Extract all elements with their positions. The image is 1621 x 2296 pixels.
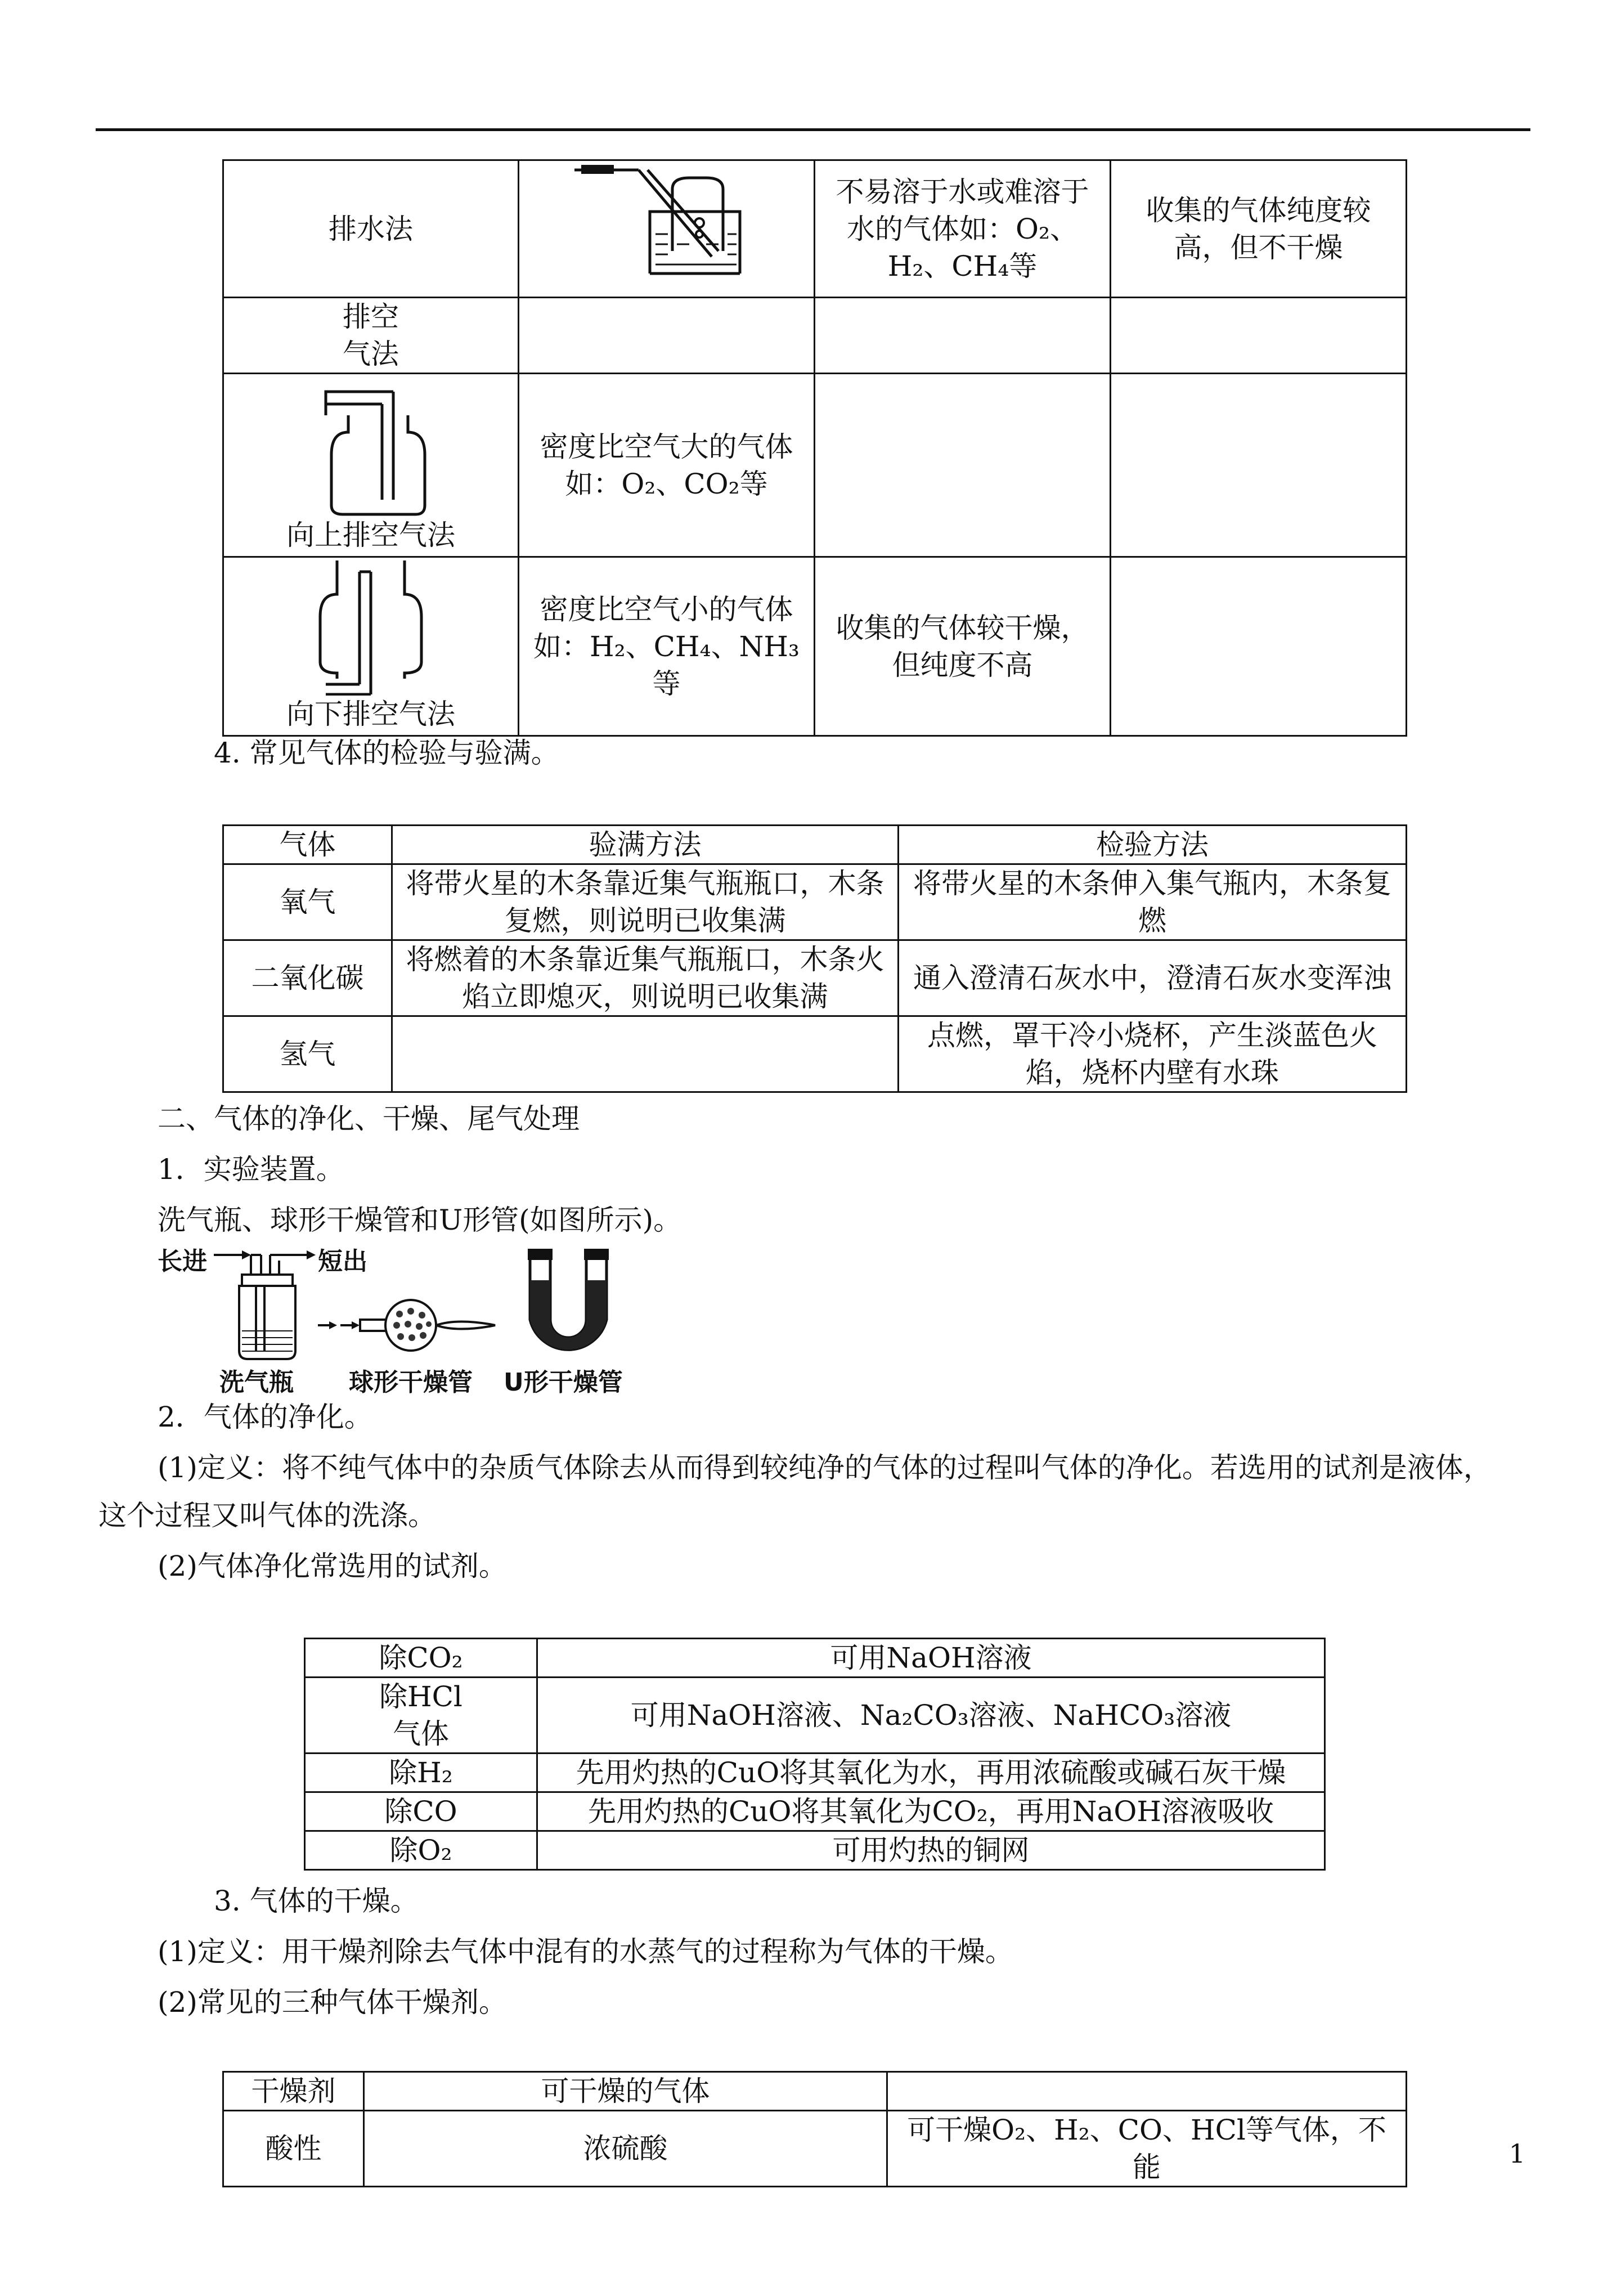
- suitable-text: 密度比空气小的气体如：H₂、CH₄、NH₃等: [533, 593, 800, 700]
- s2-item-1: 1．实验装置。: [158, 1153, 344, 1186]
- feature-text: 收集的气体较干燥，但纯度不高: [836, 611, 1089, 681]
- empty-cell: [815, 298, 1111, 374]
- agent-name: 浓硫酸: [364, 2111, 887, 2187]
- header-gas: 气体: [223, 826, 392, 864]
- section-2-title: 二、气体的净化、干燥、尾气处理: [158, 1102, 580, 1135]
- empty-cell: [519, 298, 815, 374]
- suitable-cell: [519, 374, 815, 557]
- dryable-gases: 可干燥O₂、H₂、CO、HCl等气体，不能: [887, 2111, 1407, 2187]
- downward-air-bottle: [315, 560, 427, 696]
- heading-4: 4. 常见气体的检验与验满。: [214, 737, 559, 769]
- feature-text: 收集的气体纯度较高，但不干燥: [1146, 194, 1371, 264]
- gas-name: 二氧化碳: [223, 940, 392, 1016]
- s2-item-2-def-line2: 这个过程又叫气体的洗涤。: [98, 1499, 436, 1532]
- reagent: 可用NaOH溶液: [537, 1639, 1325, 1678]
- method-label: 排水法: [329, 212, 413, 245]
- header-blank: [887, 2072, 1407, 2111]
- empty-cell: [1111, 374, 1407, 557]
- out-label: 短出: [318, 1247, 367, 1276]
- reagent: 可用NaOH溶液、Na₂CO₃溶液、NaHCO₃溶液: [537, 1678, 1325, 1754]
- gas-name: 氧气: [223, 864, 392, 940]
- empty-cell: [1111, 557, 1407, 736]
- full-method: 将燃着的木条靠近集气瓶瓶口，木条火焰立即熄灭，则说明已收集满: [392, 940, 899, 1016]
- impurity: 除CO₂: [305, 1639, 537, 1678]
- s2-item-3-def: (1)定义：用干燥剂除去气体中混有的水蒸气的过程称为气体的干燥。: [158, 1935, 1013, 1968]
- method-label: 向下排空气法: [286, 698, 455, 730]
- s2-item-1-desc: 洗气瓶、球形干燥管和U形管(如图所示)。: [158, 1204, 682, 1236]
- suitable-text: 密度比空气大的气体如：O₂、CO₂等: [540, 430, 793, 500]
- water-displacement-diagram: [520, 161, 813, 288]
- u-tube-label: U形干燥管: [504, 1368, 623, 1397]
- header-agent-type: 干燥剂: [223, 2072, 364, 2111]
- impurity: 除H₂: [305, 1754, 537, 1792]
- full-method: 将带火星的木条靠近集气瓶瓶口，木条复燃，则说明已收集满: [392, 864, 899, 940]
- ball-tube-label: 球形干燥管: [349, 1368, 473, 1397]
- drying-agent-table: [222, 2071, 1407, 2187]
- suitable-text: 不易溶于水或难溶于水的气体如：O₂、H₂、CH₄等: [836, 175, 1089, 282]
- method-cell: [223, 557, 519, 736]
- impurity: 除O₂: [305, 1831, 537, 1870]
- s2-item-2-sub2: (2)气体净化常选用的试剂。: [158, 1550, 507, 1582]
- gas-name: 氢气: [223, 1016, 392, 1092]
- method-cell: [223, 374, 519, 557]
- impurity: [305, 1678, 537, 1754]
- header-dryable-gases: 可干燥的气体: [364, 2072, 887, 2111]
- reagent: 先用灼热的CuO将其氧化为水，再用浓硫酸或碱石灰干燥: [537, 1754, 1325, 1792]
- page-number: 1: [1508, 2138, 1525, 2169]
- wash-bottle-label: 洗气瓶: [219, 1368, 294, 1397]
- reagent: 可用灼热的铜网: [537, 1831, 1325, 1870]
- method-label: 排空气法: [343, 301, 399, 370]
- drain-water-figure: [519, 160, 815, 298]
- feature-cell: [815, 557, 1111, 736]
- upward-air-bottle: [315, 382, 427, 517]
- s2-item-3: 3. 气体的干燥。: [214, 1885, 419, 1917]
- empty-cell: [1111, 298, 1407, 374]
- suitable-cell: [519, 557, 815, 736]
- test-method: 通入澄清石灰水中，澄清石灰水变浑浊: [899, 940, 1407, 1016]
- agent-type: 酸性: [223, 2111, 364, 2187]
- method-cell: [223, 160, 519, 298]
- s2-item-3-sub2: (2)常见的三种气体干燥剂。: [158, 1986, 507, 2019]
- apparatus-drawing: [158, 1241, 641, 1362]
- empty-cell: [815, 374, 1111, 557]
- suitable-cell: [815, 160, 1111, 298]
- test-method: 点燃，罩干冷小烧杯，产生淡蓝色火焰，烧杯内壁有水珠: [899, 1016, 1407, 1092]
- in-label: 长进: [158, 1247, 207, 1276]
- test-method: 将带火星的木条伸入集气瓶内，木条复燃: [899, 864, 1407, 940]
- reagent: 先用灼热的CuO将其氧化为CO₂，再用NaOH溶液吸收: [537, 1792, 1325, 1831]
- apparatus-figure: [158, 1241, 641, 1397]
- s2-item-2: 2．气体的净化。: [158, 1401, 372, 1433]
- header-full-method: 验满方法: [392, 826, 899, 864]
- gas-check-table: [222, 824, 1407, 1093]
- feature-cell: [1111, 160, 1407, 298]
- full-method: [392, 1016, 899, 1092]
- impurity-text: 除HCl气体: [379, 1680, 462, 1750]
- header-test-method: 检验方法: [899, 826, 1407, 864]
- impurity: 除CO: [305, 1792, 537, 1831]
- header-rule: [96, 128, 1530, 131]
- purify-table: [304, 1638, 1326, 1871]
- method-cell: [223, 298, 519, 374]
- collection-table: [222, 159, 1407, 737]
- method-label: 向上排空气法: [286, 519, 455, 551]
- s2-item-2-def-line1: (1)定义：将不纯气体中的杂质气体除去从而得到较纯净的气体的过程叫气体的净化。若选用的试剂是液体，: [158, 1451, 1492, 1484]
